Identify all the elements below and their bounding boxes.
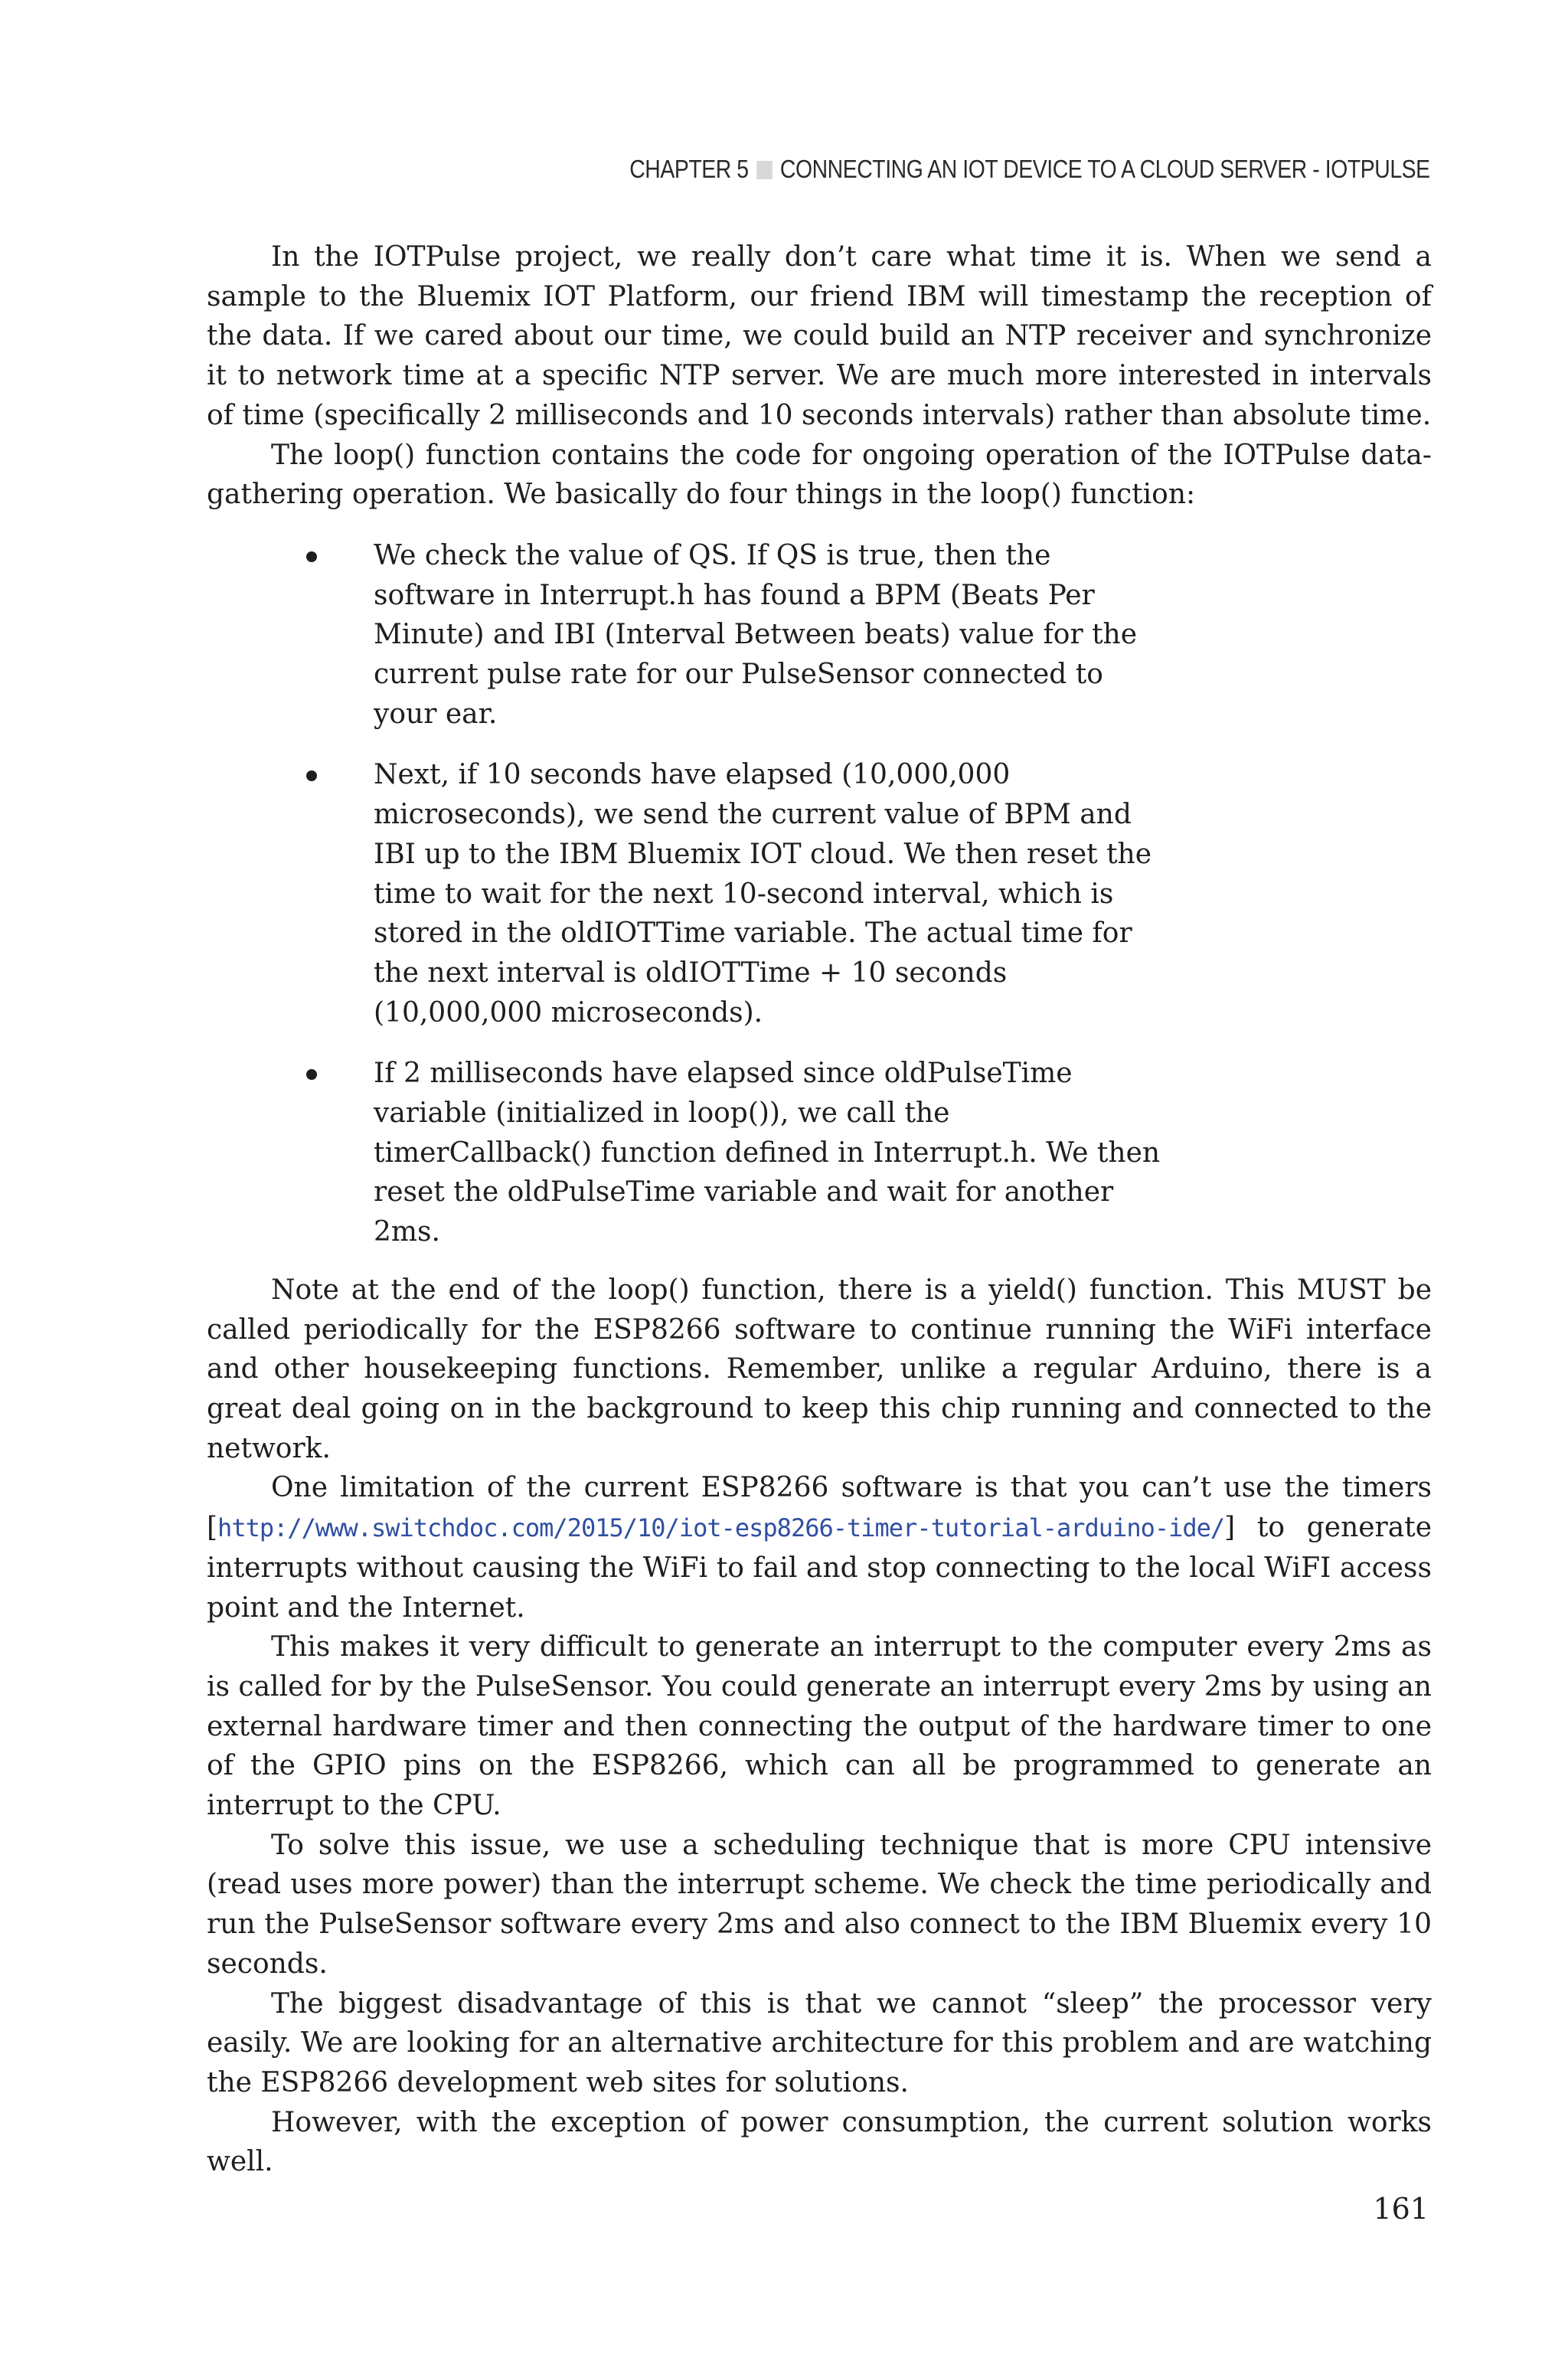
separator-square-icon [756,161,773,179]
list-item [306,1054,1164,1252]
timers-text-before: One limitation of the current ESP8266 software is that you can’t use the timers [ [207,1472,1432,1544]
paragraph-loop-function: The loop() function contains the code for ongoing operation of the IOTPulse data-gathering operation. We basically do four things in the loop() function: [207,439,1432,511]
timer-tutorial-link[interactable]: http://www.switchdoc.com/2015/10/iot-esp8266-timer-tutorial-arduino-ide/ [217,1513,1225,1543]
list-item-text: Next, if 10 seconds have elapsed (10,000,000 microseconds), we send the current value of BPM and IBI up to the IBM Bluemix IOT cloud. We then reset the time to wait for the next 10-second interval, which is stored in the oldIOTTime variable. The actual time for the next interval is oldIOTTime + 10 seconds (10,000,000 microseconds). [374,759,1152,1029]
body-text [207,237,1432,2182]
paragraph-interrupt-difficulty: This makes it very difficult to generate an interrupt to the computer every 2ms as is called for by the PulseSensor. You could generate an interrupt every 2ms by using an external hardware timer and then connecting the output of the hardware timer to one of the GPIO pins on the ESP8266, which can all be programmed to generate an interrupt to the CPU. [207,1631,1432,1822]
list-item-text: If 2 milliseconds have elapsed since oldPulseTime variable (initialized in loop()), we call the timerCallback() function defined in Interrupt.h. We then reset the oldPulseTime variable and wait for another 2ms. [374,1058,1161,1248]
page-number: 161 [1373,2192,1429,2226]
list-item [306,755,1164,1032]
list-item [306,536,1164,734]
chapter-title: CONNECTING AN IOT DEVICE TO A CLOUD SERVER - IOTPULSE [780,155,1430,183]
running-header [630,155,1430,184]
paragraph-conclusion: However, with the exception of power consumption, the current solution works well. [207,2106,1432,2178]
bullet-icon [306,1069,317,1080]
bullet-icon [306,770,317,781]
loop-steps-list [207,536,1164,1252]
timers-text-after: ] to generate interrupts without causing the WiFi to fail and stop connecting to the local WiFI access point and the Internet. [207,1512,1432,1624]
bullet-icon [306,551,317,562]
paragraph-time-intervals: In the IOTPulse project, we really don’t care what time it is. When we send a sample to the Bluemix IOT Platform, our friend IBM will timestamp the reception of the data. If we cared about our time, we could build an NTP receiver and synchronize it to network time at a specific NTP server. We are much more interested in intervals of time (specifically 2 milliseconds and 10 seconds intervals) rather than absolute time. [207,241,1432,431]
list-item-text: We check the value of QS. If QS is true, then the software in Interrupt.h has found a BPM (Beats Per Minute) and IBI (Interval Between beats) value for the current pulse rate for our PulseSensor connected to your ear. [374,539,1138,730]
paragraph-scheduling: To solve this issue, we use a scheduling technique that is more CPU intensive (read uses more power) than the interrupt scheme. We check the time periodically and run the PulseSensor software every 2ms and also connect to the IBM Bluemix every 10 seconds. [207,1829,1432,1980]
paragraph-yield: Note at the end of the loop() function, there is a yield() function. This MUST be called periodically for the ESP8266 software to continue running the WiFi interface and other housekeeping functions. Remember, unlike a regular Arduino, there is a great deal going on in the background to keep this chip running and connected to the network. [207,1274,1432,1464]
paragraph-timers-limitation [207,1468,1432,1627]
chapter-label: CHAPTER 5 [629,155,749,183]
paragraph-sleep-disadvantage: The biggest disadvantage of this is that we cannot “sleep” the processor very easily. We are looking for an alternative architecture for this problem and are watching the ESP8266 development web sites for solutions. [207,1987,1432,2098]
